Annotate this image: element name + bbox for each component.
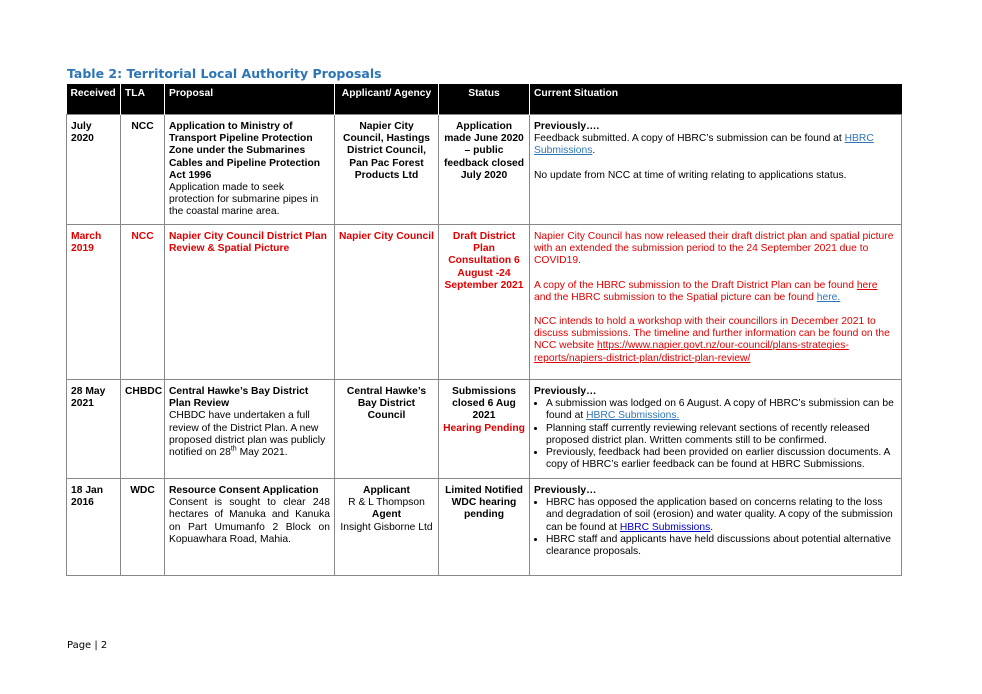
- received-cell: 18 Jan 2016: [67, 479, 121, 576]
- hbrc-submissions-link[interactable]: HBRC Submissions.: [586, 410, 680, 422]
- previously-label: Previously…: [534, 386, 597, 397]
- received-cell: March 2019: [67, 225, 121, 380]
- list-item: • HBRC has opposed the application based on concerns relating to the loss and degradation of soil (erosion) and water quality. A copy of the submission can be found at HBRC Submissions.: [546, 497, 897, 534]
- draft-plan-submission-link[interactable]: here: [856, 279, 878, 291]
- situation-text: No update from NCC at time of writing relating to applications status.: [534, 169, 847, 181]
- situation-text: Feedback submitted. A copy of HBRC’s submission can be found at HBRC Submissions.: [534, 133, 874, 157]
- applicant-cell: Napier City Council: [335, 225, 439, 380]
- situation-cell: [530, 115, 902, 225]
- received-cell: July 2020: [67, 115, 121, 225]
- proposal-description: CHBDC have undertaken a full review of the District Plan. A new proposed district plan was publicly notified on 28th May 2021.: [169, 410, 326, 459]
- situation-cell: [530, 380, 902, 479]
- list-item: • HBRC staff and applicants have held discussions about potential alternative clearance proposals.: [546, 534, 897, 558]
- tla-cell: WDC: [121, 479, 165, 576]
- received-cell: 28 May 2021: [67, 380, 121, 479]
- situation-cell: [530, 479, 902, 576]
- list-item: • Planning staff currently reviewing relevant sections of recently released proposed district plan. Written comments still to be confirmed.: [546, 423, 897, 447]
- hearing-pending-label: Hearing Pending: [443, 422, 525, 434]
- proposal-title: Central Hawke’s Bay District Plan Review: [169, 386, 309, 410]
- table-row: [67, 380, 902, 479]
- proposal-cell: [165, 225, 335, 380]
- status-cell: Application made June 2020 – public feedback closed July 2020: [439, 115, 530, 225]
- proposal-description: Application made to seek protection for submarine pipes in the coastal marine area.: [169, 182, 319, 218]
- table-row: [67, 479, 902, 576]
- status-cell: Submissions closed 6 Aug 2021 Hearing Pending: [439, 380, 530, 479]
- proposal-description: Consent is sought to clear 248 hectares of Manuka and Kanuka on Part Umumanfo 2 Block on Kopuawhara Road, Mahia.: [169, 497, 330, 545]
- tla-cell: NCC: [121, 115, 165, 225]
- table-title: Table 2: Territorial Local Authority Proposals: [67, 66, 382, 81]
- previously-label: Previously…: [534, 485, 597, 496]
- proposal-title: Application to Ministry of Transport Pipeline Protection Zone under the Submarines Cables and Pipeline Protection Act 1996: [169, 121, 321, 181]
- proposal-cell: [165, 115, 335, 225]
- list-item: • A submission was lodged on 6 August. A copy of HBRC’s submission can be found at HBRC Submissions.: [546, 398, 897, 422]
- header-received: Received: [67, 84, 121, 115]
- header-situation: Current Situation: [530, 84, 902, 115]
- applicant-cell: Central Hawke’s Bay District Council: [335, 380, 439, 479]
- situation-list: [534, 497, 897, 558]
- header-tla: TLA: [121, 84, 165, 115]
- header-applicant: Applicant/ Agency: [335, 84, 439, 115]
- table-header-row: [67, 84, 902, 115]
- status-cell: Limited Notified WDC hearing pending: [439, 479, 530, 576]
- proposal-title: Napier City Council District Plan Review & Spatial Picture: [169, 231, 327, 255]
- hbrc-submissions-link[interactable]: HBRC Submissions: [534, 133, 874, 157]
- proposal-cell: [165, 380, 335, 479]
- situation-text: A copy of the HBRC submission to the Draft District Plan can be found here and the HBRC submission to the Spatial picture can be found here.: [534, 279, 878, 303]
- situation-text: Napier City Council has now released their draft district plan and spatial picture with an extended the submission period to the 24 September 2021 due to COVID19.: [534, 231, 894, 267]
- spatial-picture-submission-link[interactable]: here.: [816, 291, 841, 303]
- table-row: [67, 115, 902, 225]
- header-status: Status: [439, 84, 530, 115]
- situation-text: NCC intends to hold a workshop with their councillors in December 2021 to discuss submissions. The timeline and further information can be found on the NCC website https://www.napier.govt.nz/our-council/plans-strategies-reports/napiers-district-plan/district-plan-review/: [534, 316, 890, 364]
- applicant-cell: Napier City Council, Hastings District Council, Pan Pac Forest Products Ltd: [335, 115, 439, 225]
- proposal-cell: [165, 479, 335, 576]
- hbrc-submissions-link[interactable]: HBRC Submissions: [619, 521, 711, 533]
- page-footer: Page | 2: [67, 640, 108, 651]
- applicant-cell: Applicant R & L Thompson Agent Insight Gisborne Ltd: [335, 479, 439, 576]
- tla-cell: CHBDC: [121, 380, 165, 479]
- situation-list: [534, 398, 897, 471]
- header-proposal: Proposal: [165, 84, 335, 115]
- situation-cell: [530, 225, 902, 380]
- tla-proposals-table: [66, 84, 902, 576]
- ncc-website-link[interactable]: https://www.napier.govt.nz/our-council/plans-strategies-reports/napiers-district-plan/district-plan-review/: [534, 340, 849, 364]
- table-row: [67, 225, 902, 380]
- previously-label: Previously….: [534, 121, 600, 132]
- tla-cell: NCC: [121, 225, 165, 380]
- status-cell: Draft District Plan Consultation 6 August -24 September 2021: [439, 225, 530, 380]
- list-item: • Previously, feedback had been provided on earlier discussion documents. A copy of HBRC’s earlier feedback can be found at HBRC Submissions.: [546, 447, 897, 471]
- proposal-title: Resource Consent Application: [169, 485, 319, 496]
